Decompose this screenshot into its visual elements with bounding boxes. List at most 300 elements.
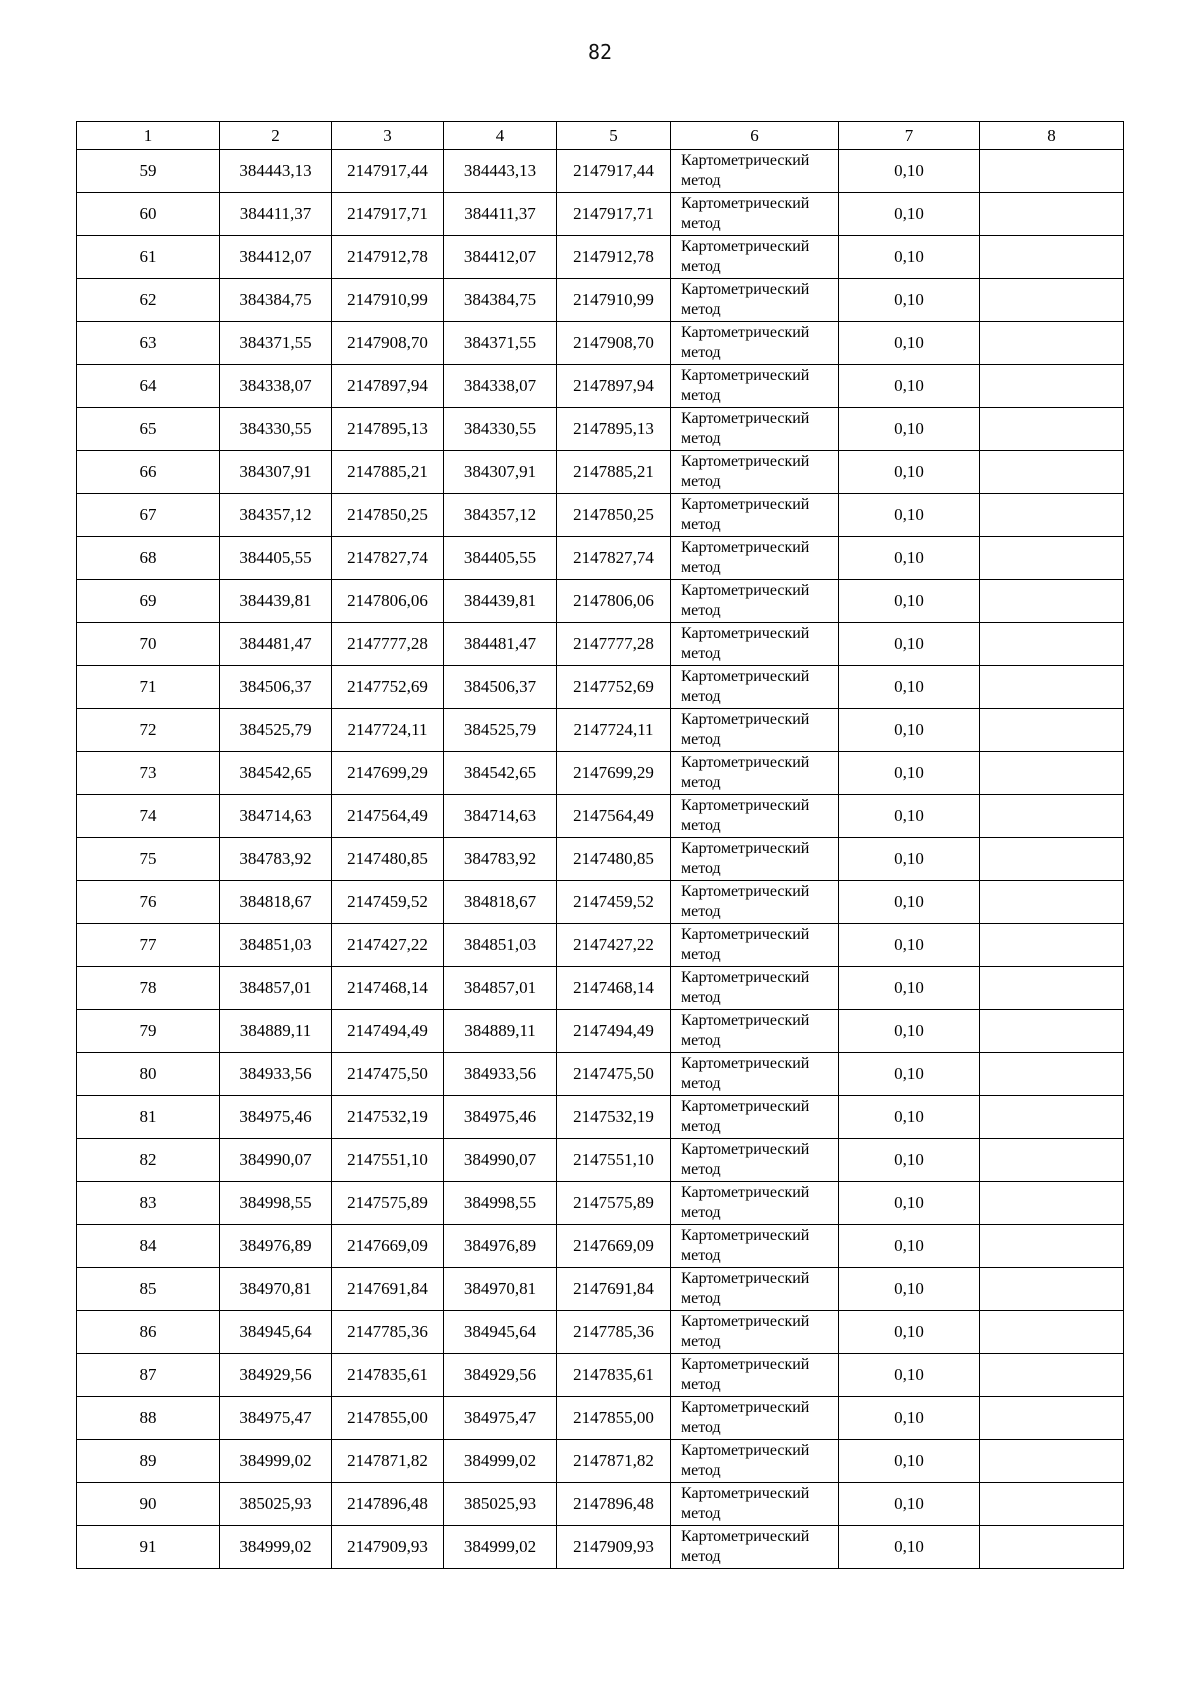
note-cell (980, 580, 1124, 623)
x-coordinate: 384818,67 (220, 881, 332, 924)
x-coordinate-2: 384975,46 (444, 1096, 557, 1139)
x-coordinate: 384412,07 (220, 236, 332, 279)
x-coordinate: 384975,46 (220, 1096, 332, 1139)
method-cell (671, 666, 839, 709)
y-coordinate-2: 2147827,74 (557, 537, 671, 580)
point-number: 76 (77, 881, 220, 924)
x-coordinate-2: 384412,07 (444, 236, 557, 279)
column-header: 1 (77, 122, 220, 150)
method-cell (671, 881, 839, 924)
table-row (77, 881, 1124, 924)
column-header: 3 (332, 122, 444, 150)
point-number: 85 (77, 1268, 220, 1311)
method-text: Картометрический (681, 668, 810, 685)
y-coordinate: 2147480,85 (332, 838, 444, 881)
point-number: 91 (77, 1526, 220, 1569)
x-coordinate-2: 384851,03 (444, 924, 557, 967)
x-coordinate-2: 384443,13 (444, 150, 557, 193)
x-coordinate: 384371,55 (220, 322, 332, 365)
y-coordinate: 2147806,06 (332, 580, 444, 623)
method-cell (671, 494, 839, 537)
x-coordinate-2: 384975,47 (444, 1397, 557, 1440)
x-coordinate: 384929,56 (220, 1354, 332, 1397)
y-coordinate: 2147699,29 (332, 752, 444, 795)
method-cell (671, 924, 839, 967)
method-cell (671, 408, 839, 451)
note-cell (980, 1182, 1124, 1225)
accuracy-value: 0,10 (839, 1397, 980, 1440)
point-number: 73 (77, 752, 220, 795)
method-text: метод (681, 1419, 721, 1436)
method-text: метод (681, 172, 721, 189)
y-coordinate-2: 2147475,50 (557, 1053, 671, 1096)
point-number: 82 (77, 1139, 220, 1182)
x-coordinate-2: 384405,55 (444, 537, 557, 580)
point-number: 89 (77, 1440, 220, 1483)
point-number: 88 (77, 1397, 220, 1440)
table-row (77, 752, 1124, 795)
y-coordinate-2: 2147917,44 (557, 150, 671, 193)
note-cell (980, 451, 1124, 494)
x-coordinate: 384857,01 (220, 967, 332, 1010)
method-text: метод (681, 1333, 721, 1350)
y-coordinate-2: 2147551,10 (557, 1139, 671, 1182)
x-coordinate: 384990,07 (220, 1139, 332, 1182)
y-coordinate-2: 2147908,70 (557, 322, 671, 365)
x-coordinate: 384506,37 (220, 666, 332, 709)
x-coordinate: 384443,13 (220, 150, 332, 193)
table-row (77, 150, 1124, 193)
method-text: Картометрический (681, 1141, 810, 1158)
method-text: Картометрический (681, 1442, 810, 1459)
column-header: 7 (839, 122, 980, 150)
accuracy-value: 0,10 (839, 1483, 980, 1526)
table-row (77, 666, 1124, 709)
point-number: 78 (77, 967, 220, 1010)
accuracy-value: 0,10 (839, 1354, 980, 1397)
method-text: Картометрический (681, 625, 810, 642)
point-number: 61 (77, 236, 220, 279)
x-coordinate-2: 384330,55 (444, 408, 557, 451)
y-coordinate: 2147910,99 (332, 279, 444, 322)
accuracy-value: 0,10 (839, 537, 980, 580)
x-coordinate-2: 384357,12 (444, 494, 557, 537)
accuracy-value: 0,10 (839, 967, 980, 1010)
y-coordinate-2: 2147532,19 (557, 1096, 671, 1139)
accuracy-value: 0,10 (839, 1139, 980, 1182)
method-cell (671, 1096, 839, 1139)
y-coordinate: 2147575,89 (332, 1182, 444, 1225)
method-text: метод (681, 1376, 721, 1393)
accuracy-value: 0,10 (839, 709, 980, 752)
method-text: Картометрический (681, 238, 810, 255)
accuracy-value: 0,10 (839, 1311, 980, 1354)
x-coordinate: 384889,11 (220, 1010, 332, 1053)
x-coordinate: 384384,75 (220, 279, 332, 322)
accuracy-value: 0,10 (839, 1440, 980, 1483)
x-coordinate: 384525,79 (220, 709, 332, 752)
method-text: Картометрический (681, 1012, 810, 1029)
note-cell (980, 1440, 1124, 1483)
accuracy-value: 0,10 (839, 1053, 980, 1096)
x-coordinate-2: 384998,55 (444, 1182, 557, 1225)
table-row (77, 1010, 1124, 1053)
method-cell (671, 752, 839, 795)
y-coordinate-2: 2147910,99 (557, 279, 671, 322)
table-row (77, 279, 1124, 322)
x-coordinate: 384783,92 (220, 838, 332, 881)
note-cell (980, 1483, 1124, 1526)
note-cell (980, 1268, 1124, 1311)
y-coordinate: 2147777,28 (332, 623, 444, 666)
y-coordinate-2: 2147468,14 (557, 967, 671, 1010)
point-number: 86 (77, 1311, 220, 1354)
y-coordinate: 2147895,13 (332, 408, 444, 451)
note-cell (980, 967, 1124, 1010)
note-cell (980, 236, 1124, 279)
method-text: Картометрический (681, 1399, 810, 1416)
table-row (77, 537, 1124, 580)
method-text: метод (681, 946, 721, 963)
method-text: метод (681, 1505, 721, 1522)
note-cell (980, 666, 1124, 709)
accuracy-value: 0,10 (839, 451, 980, 494)
method-text: Картометрический (681, 1098, 810, 1115)
method-text: метод (681, 860, 721, 877)
method-text: метод (681, 559, 721, 576)
x-coordinate: 384307,91 (220, 451, 332, 494)
method-cell (671, 838, 839, 881)
y-coordinate: 2147724,11 (332, 709, 444, 752)
note-cell (980, 1225, 1124, 1268)
point-number: 84 (77, 1225, 220, 1268)
y-coordinate: 2147669,09 (332, 1225, 444, 1268)
y-coordinate-2: 2147909,93 (557, 1526, 671, 1569)
method-cell (671, 236, 839, 279)
y-coordinate-2: 2147724,11 (557, 709, 671, 752)
point-number: 68 (77, 537, 220, 580)
table-row (77, 1053, 1124, 1096)
method-text: метод (681, 1462, 721, 1479)
y-coordinate-2: 2147564,49 (557, 795, 671, 838)
x-coordinate-2: 384818,67 (444, 881, 557, 924)
note-cell (980, 193, 1124, 236)
y-coordinate: 2147564,49 (332, 795, 444, 838)
y-coordinate: 2147785,36 (332, 1311, 444, 1354)
table-row (77, 838, 1124, 881)
accuracy-value: 0,10 (839, 193, 980, 236)
method-text: метод (681, 1118, 721, 1135)
y-coordinate: 2147475,50 (332, 1053, 444, 1096)
table-row (77, 795, 1124, 838)
coordinates-table (76, 121, 1124, 1569)
method-cell (671, 1397, 839, 1440)
x-coordinate: 384481,47 (220, 623, 332, 666)
x-coordinate-2: 384307,91 (444, 451, 557, 494)
accuracy-value: 0,10 (839, 666, 980, 709)
method-text: Картометрический (681, 582, 810, 599)
table-row (77, 494, 1124, 537)
note-cell (980, 1053, 1124, 1096)
table-row (77, 1268, 1124, 1311)
y-coordinate-2: 2147480,85 (557, 838, 671, 881)
accuracy-value: 0,10 (839, 881, 980, 924)
accuracy-value: 0,10 (839, 580, 980, 623)
method-text: Картометрический (681, 1055, 810, 1072)
note-cell (980, 1139, 1124, 1182)
table-row (77, 623, 1124, 666)
y-coordinate: 2147551,10 (332, 1139, 444, 1182)
x-coordinate: 384330,55 (220, 408, 332, 451)
point-number: 81 (77, 1096, 220, 1139)
method-text: Картометрический (681, 840, 810, 857)
accuracy-value: 0,10 (839, 1182, 980, 1225)
column-header: 2 (220, 122, 332, 150)
accuracy-value: 0,10 (839, 322, 980, 365)
method-cell (671, 537, 839, 580)
accuracy-value: 0,10 (839, 1225, 980, 1268)
x-coordinate-2: 384542,65 (444, 752, 557, 795)
accuracy-value: 0,10 (839, 236, 980, 279)
note-cell (980, 1526, 1124, 1569)
method-text: метод (681, 1032, 721, 1049)
column-header: 8 (980, 122, 1124, 150)
x-coordinate: 384998,55 (220, 1182, 332, 1225)
note-cell (980, 1354, 1124, 1397)
x-coordinate: 385025,93 (220, 1483, 332, 1526)
method-text: метод (681, 602, 721, 619)
x-coordinate-2: 384857,01 (444, 967, 557, 1010)
table-row (77, 1139, 1124, 1182)
method-text: Картометрический (681, 1356, 810, 1373)
x-coordinate-2: 384371,55 (444, 322, 557, 365)
method-cell (671, 1440, 839, 1483)
x-coordinate-2: 384929,56 (444, 1354, 557, 1397)
table-row (77, 408, 1124, 451)
y-coordinate: 2147459,52 (332, 881, 444, 924)
note-cell (980, 623, 1124, 666)
method-text: метод (681, 1075, 721, 1092)
accuracy-value: 0,10 (839, 838, 980, 881)
y-coordinate: 2147917,44 (332, 150, 444, 193)
y-coordinate-2: 2147752,69 (557, 666, 671, 709)
column-header: 4 (444, 122, 557, 150)
x-coordinate-2: 384384,75 (444, 279, 557, 322)
method-text: метод (681, 1290, 721, 1307)
x-coordinate: 384945,64 (220, 1311, 332, 1354)
y-coordinate-2: 2147917,71 (557, 193, 671, 236)
method-text: метод (681, 688, 721, 705)
note-cell (980, 365, 1124, 408)
x-coordinate: 384357,12 (220, 494, 332, 537)
point-number: 59 (77, 150, 220, 193)
x-coordinate: 384975,47 (220, 1397, 332, 1440)
note-cell (980, 494, 1124, 537)
point-number: 70 (77, 623, 220, 666)
y-coordinate: 2147897,94 (332, 365, 444, 408)
method-cell (671, 580, 839, 623)
table-row (77, 709, 1124, 752)
table-row (77, 1182, 1124, 1225)
method-text: Картометрический (681, 1313, 810, 1330)
method-text: метод (681, 1204, 721, 1221)
method-text: Картометрический (681, 883, 810, 900)
method-text: Картометрический (681, 281, 810, 298)
method-text: метод (681, 817, 721, 834)
y-coordinate-2: 2147459,52 (557, 881, 671, 924)
method-text: метод (681, 1548, 721, 1565)
y-coordinate-2: 2147835,61 (557, 1354, 671, 1397)
y-coordinate-2: 2147855,00 (557, 1397, 671, 1440)
method-cell (671, 967, 839, 1010)
x-coordinate-2: 384783,92 (444, 838, 557, 881)
method-text: метод (681, 731, 721, 748)
point-number: 75 (77, 838, 220, 881)
method-cell (671, 1053, 839, 1096)
accuracy-value: 0,10 (839, 1096, 980, 1139)
y-coordinate-2: 2147871,82 (557, 1440, 671, 1483)
method-cell (671, 623, 839, 666)
method-cell (671, 365, 839, 408)
note-cell (980, 1397, 1124, 1440)
table-row (77, 1440, 1124, 1483)
method-cell (671, 150, 839, 193)
point-number: 72 (77, 709, 220, 752)
accuracy-value: 0,10 (839, 752, 980, 795)
table-row (77, 193, 1124, 236)
y-coordinate-2: 2147896,48 (557, 1483, 671, 1526)
x-coordinate-2: 384945,64 (444, 1311, 557, 1354)
table-row (77, 322, 1124, 365)
method-cell (671, 279, 839, 322)
table-row (77, 1397, 1124, 1440)
x-coordinate-2: 384999,02 (444, 1440, 557, 1483)
y-coordinate-2: 2147897,94 (557, 365, 671, 408)
accuracy-value: 0,10 (839, 150, 980, 193)
accuracy-value: 0,10 (839, 279, 980, 322)
x-coordinate: 384976,89 (220, 1225, 332, 1268)
y-coordinate-2: 2147806,06 (557, 580, 671, 623)
y-coordinate-2: 2147699,29 (557, 752, 671, 795)
table-row (77, 451, 1124, 494)
method-text: метод (681, 516, 721, 533)
table-row (77, 1483, 1124, 1526)
note-cell (980, 408, 1124, 451)
method-text: Картометрический (681, 969, 810, 986)
table-row (77, 1354, 1124, 1397)
method-cell (671, 1225, 839, 1268)
accuracy-value: 0,10 (839, 1526, 980, 1569)
x-coordinate-2: 384933,56 (444, 1053, 557, 1096)
y-coordinate: 2147827,74 (332, 537, 444, 580)
accuracy-value: 0,10 (839, 795, 980, 838)
method-text: метод (681, 1247, 721, 1264)
x-coordinate: 384851,03 (220, 924, 332, 967)
y-coordinate-2: 2147494,49 (557, 1010, 671, 1053)
point-number: 66 (77, 451, 220, 494)
point-number: 67 (77, 494, 220, 537)
method-text: Картометрический (681, 1227, 810, 1244)
point-number: 79 (77, 1010, 220, 1053)
x-coordinate-2: 385025,93 (444, 1483, 557, 1526)
x-coordinate: 384411,37 (220, 193, 332, 236)
method-text: Картометрический (681, 367, 810, 384)
point-number: 65 (77, 408, 220, 451)
y-coordinate: 2147896,48 (332, 1483, 444, 1526)
x-coordinate: 384405,55 (220, 537, 332, 580)
point-number: 74 (77, 795, 220, 838)
accuracy-value: 0,10 (839, 623, 980, 666)
y-coordinate-2: 2147785,36 (557, 1311, 671, 1354)
point-number: 77 (77, 924, 220, 967)
note-cell (980, 537, 1124, 580)
x-coordinate: 384999,02 (220, 1526, 332, 1569)
y-coordinate-2: 2147575,89 (557, 1182, 671, 1225)
note-cell (980, 279, 1124, 322)
point-number: 90 (77, 1483, 220, 1526)
method-cell (671, 709, 839, 752)
method-text: метод (681, 344, 721, 361)
method-text: Картометрический (681, 324, 810, 341)
point-number: 71 (77, 666, 220, 709)
y-coordinate-2: 2147885,21 (557, 451, 671, 494)
method-text: метод (681, 1161, 721, 1178)
y-coordinate: 2147532,19 (332, 1096, 444, 1139)
method-text: Картометрический (681, 410, 810, 427)
table-row (77, 1311, 1124, 1354)
note-cell (980, 752, 1124, 795)
method-text: Картометрический (681, 711, 810, 728)
method-text: Картометрический (681, 754, 810, 771)
point-number: 87 (77, 1354, 220, 1397)
x-coordinate-2: 384976,89 (444, 1225, 557, 1268)
x-coordinate-2: 384970,81 (444, 1268, 557, 1311)
table-header-row (77, 122, 1124, 150)
page-number: 82 (587, 40, 613, 64)
note-cell (980, 150, 1124, 193)
accuracy-value: 0,10 (839, 924, 980, 967)
note-cell (980, 322, 1124, 365)
table-row (77, 1096, 1124, 1139)
method-text: метод (681, 989, 721, 1006)
method-text: метод (681, 215, 721, 232)
method-text: метод (681, 903, 721, 920)
note-cell (980, 838, 1124, 881)
x-coordinate-2: 384481,47 (444, 623, 557, 666)
method-text: метод (681, 387, 721, 404)
table-row (77, 924, 1124, 967)
y-coordinate: 2147917,71 (332, 193, 444, 236)
method-text: метод (681, 258, 721, 275)
y-coordinate: 2147427,22 (332, 924, 444, 967)
accuracy-value: 0,10 (839, 494, 980, 537)
table-row (77, 1526, 1124, 1569)
method-text: метод (681, 301, 721, 318)
y-coordinate-2: 2147427,22 (557, 924, 671, 967)
note-cell (980, 1311, 1124, 1354)
method-text: метод (681, 430, 721, 447)
y-coordinate: 2147494,49 (332, 1010, 444, 1053)
x-coordinate: 384439,81 (220, 580, 332, 623)
y-coordinate: 2147468,14 (332, 967, 444, 1010)
note-cell (980, 709, 1124, 752)
note-cell (980, 881, 1124, 924)
x-coordinate-2: 384338,07 (444, 365, 557, 408)
y-coordinate: 2147850,25 (332, 494, 444, 537)
method-text: Картометрический (681, 797, 810, 814)
point-number: 63 (77, 322, 220, 365)
table-row (77, 1225, 1124, 1268)
